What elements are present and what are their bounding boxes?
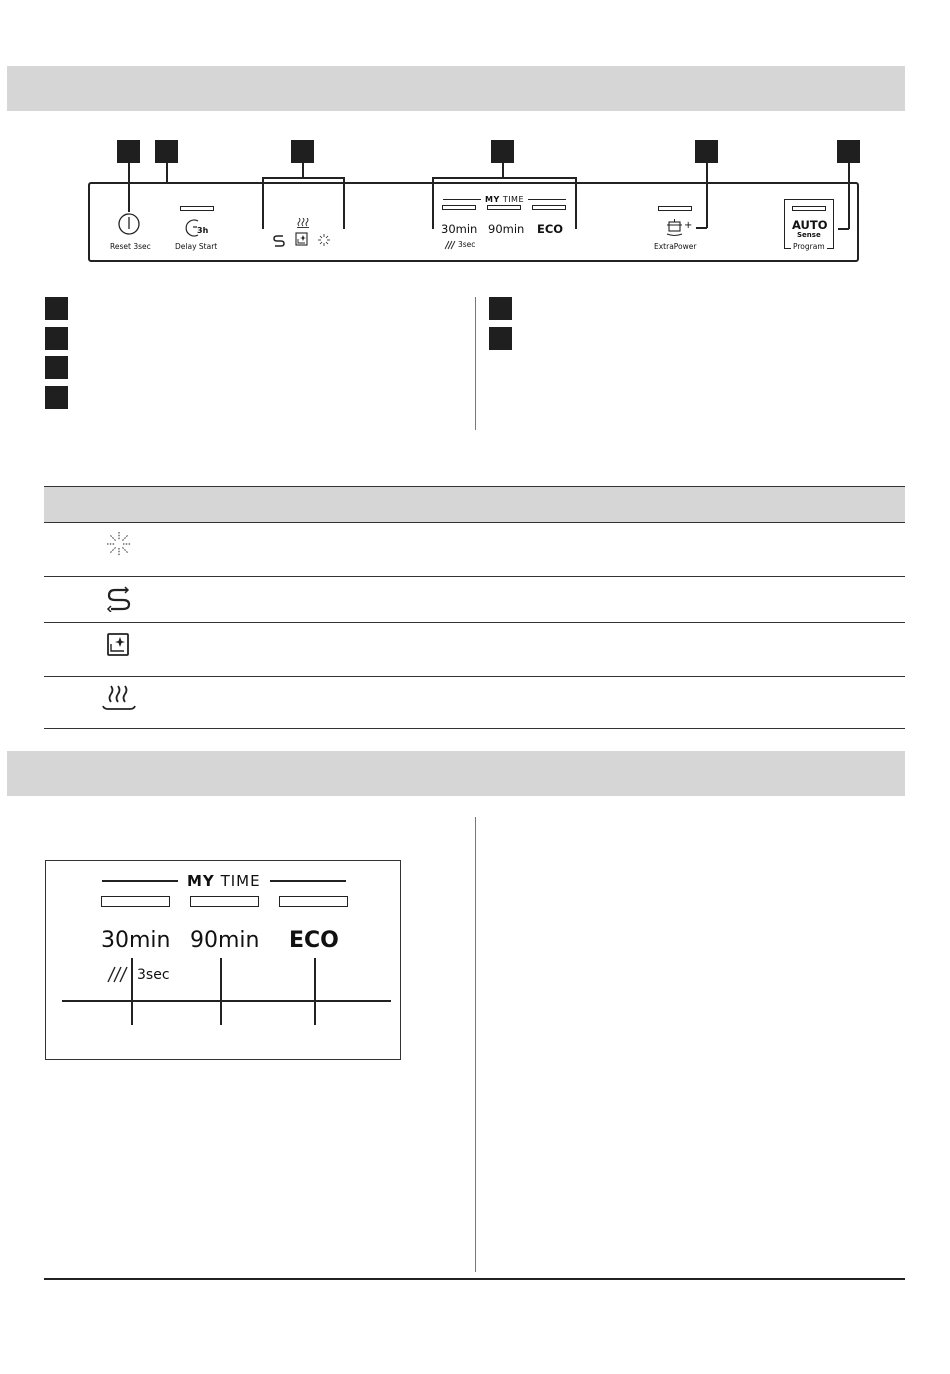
dishwasher-icon (106, 632, 132, 658)
leader-line (166, 163, 168, 183)
pointer-line-90min (220, 958, 222, 1025)
my-time-label: MY TIME (485, 195, 525, 204)
spray-icon (104, 964, 132, 984)
section-header-band (7, 66, 905, 111)
my-time-rule (270, 880, 346, 882)
power-icon[interactable] (117, 212, 141, 236)
my-time-detail-panel (45, 860, 401, 1060)
button-eco[interactable]: ECO (289, 928, 339, 953)
sparkle-icon (106, 531, 132, 557)
pointer-line-eco (314, 958, 316, 1025)
extra-power-icon[interactable] (664, 218, 694, 238)
led-90min (487, 205, 521, 210)
table-rule (44, 622, 905, 623)
sparkle-icon (317, 233, 331, 247)
auto-label: AUTO (792, 218, 828, 232)
display-baseline (62, 1000, 391, 1002)
three-sec-label: 3sec (137, 967, 170, 983)
legend-marker-2 (45, 327, 68, 350)
legend-marker-5 (489, 297, 512, 320)
legend-marker-4 (45, 386, 68, 409)
button-90min[interactable]: 90min (488, 222, 525, 236)
sense-label: Sense (797, 231, 821, 239)
callout-marker-3 (291, 140, 314, 163)
loop-icon (106, 586, 132, 612)
dishwasher-icon (295, 232, 309, 246)
callout-marker-2 (155, 140, 178, 163)
table-rule (44, 522, 905, 523)
led-eco (279, 896, 348, 907)
svg-text:+: + (684, 220, 693, 231)
column-divider (475, 817, 476, 1272)
loop-icon (272, 233, 286, 247)
leader-line (502, 163, 504, 178)
led-eco (532, 205, 566, 210)
button-eco[interactable]: ECO (537, 222, 564, 236)
footer-rule (44, 1278, 905, 1280)
spray-icon (443, 240, 457, 250)
legend-marker-3 (45, 356, 68, 379)
my-time-rule (443, 199, 481, 200)
led-30min (101, 896, 170, 907)
callout-marker-4 (491, 140, 514, 163)
bracket-line (262, 177, 344, 179)
legend-marker-1 (45, 297, 68, 320)
column-divider (475, 297, 476, 430)
heat-icon (102, 684, 136, 714)
legend-marker-6 (489, 327, 512, 350)
extra-power-led (658, 206, 692, 211)
delay-start-icon[interactable] (184, 218, 212, 238)
callout-marker-1 (117, 140, 140, 163)
auto-sense-led (792, 206, 826, 211)
callout-marker-6 (837, 140, 860, 163)
svg-text:3h: 3h (197, 226, 209, 235)
button-90min[interactable]: 90min (190, 928, 260, 953)
led-90min (190, 896, 259, 907)
bracket-line (432, 177, 576, 179)
table-rule (44, 728, 905, 729)
delay-indicator-led (180, 206, 214, 211)
reset-label: Reset 3sec (110, 242, 151, 251)
leader-line (302, 163, 304, 178)
my-time-rule (528, 199, 566, 200)
callout-marker-5 (695, 140, 718, 163)
button-30min[interactable]: 30min (441, 222, 478, 236)
three-sec-label: 3sec (458, 240, 476, 249)
delay-start-label: Delay Start (175, 242, 218, 251)
my-time-rule (102, 880, 178, 882)
table-rule (44, 576, 905, 577)
heat-icon (296, 218, 310, 228)
table-rule (44, 676, 905, 677)
extra-power-label: ExtraPower (654, 242, 697, 251)
button-30min[interactable]: 30min (101, 928, 171, 953)
led-30min (442, 205, 476, 210)
pointer-line-30min (131, 958, 133, 1025)
my-time-label: MY TIME (187, 872, 261, 890)
section-header-band (7, 751, 905, 796)
program-label: Program (793, 242, 825, 251)
table-header (44, 486, 905, 523)
